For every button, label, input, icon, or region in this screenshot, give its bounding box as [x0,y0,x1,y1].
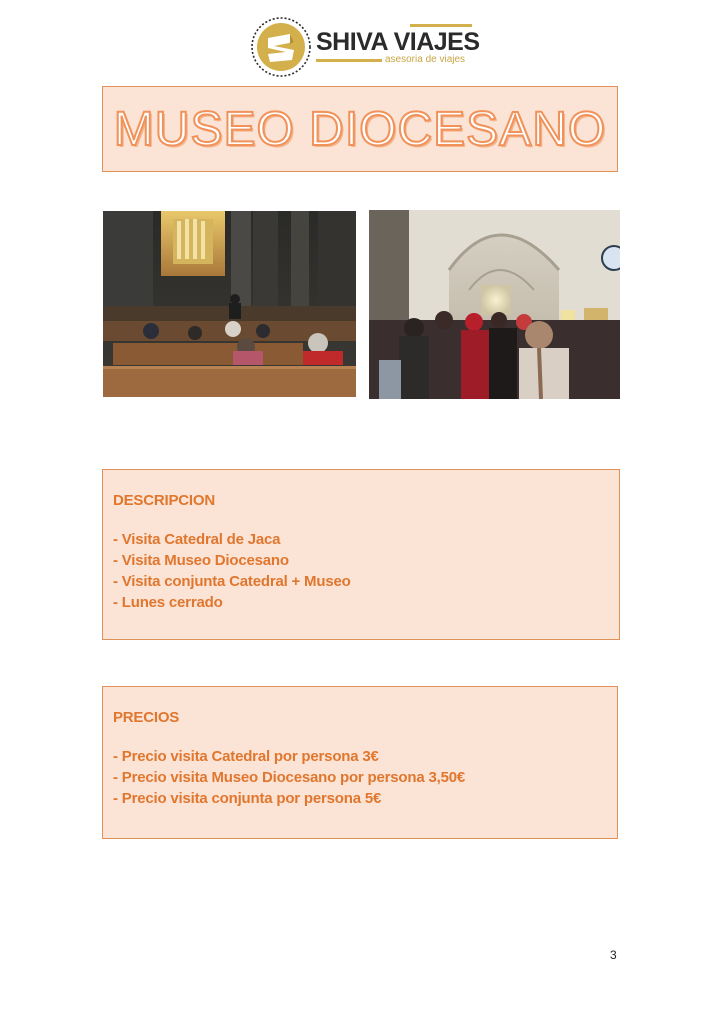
brand-line-top [410,24,472,27]
description-list [113,529,609,613]
museum-corridor-photo [369,210,620,399]
list-item: - Precio visita Museo Diocesano por persona 3,50€ [113,769,465,786]
list-item: - Visita conjunta Catedral + Museo [113,573,351,590]
brand-logo [250,14,480,82]
page-title: MUSEO DIOCESANO [113,102,607,156]
list-item: - Visita Museo Diocesano [113,552,289,569]
brand-line-bottom [316,59,382,62]
prices-list [113,746,607,809]
brand-name: SHIVA VIAJES [316,28,480,56]
logo-emblem-icon [250,16,312,78]
list-item: - Visita Catedral de Jaca [113,531,281,548]
description-heading: DESCRIPCION [113,492,215,509]
cathedral-interior-photo [103,211,356,397]
list-item: - Lunes cerrado [113,594,223,611]
list-item: - Precio visita conjunta por persona 5€ [113,790,382,807]
page-number: 3 [610,948,617,962]
description-box [102,469,620,640]
prices-box [102,686,618,839]
brand-tagline: asesoria de viajes [385,54,466,65]
list-item: - Precio visita Catedral por persona 3€ [113,748,379,765]
title-box [102,86,618,172]
prices-heading: PRECIOS [113,709,180,726]
